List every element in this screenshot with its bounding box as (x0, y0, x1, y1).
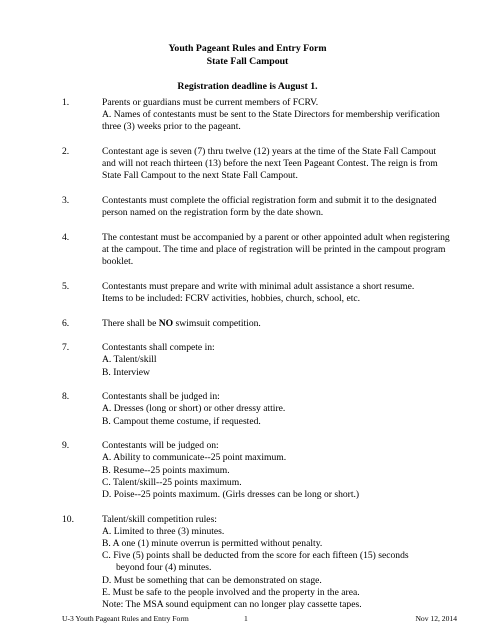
rule-text (102, 195, 452, 219)
rule-line: Contestants must prepare and write with minimal adult assistance a short resume. (102, 280, 415, 292)
rule-number: 10. (62, 513, 74, 525)
rule-item (62, 514, 452, 612)
rule-line: E. Must be safe to the people involved and the property in the area. (102, 586, 360, 598)
rule-line: beyond four (4) minutes. (116, 562, 212, 574)
rule-number: 9. (62, 440, 70, 452)
rule-line: A. Dresses (long or short) or other dressy attire. (102, 403, 286, 415)
rule-text (102, 232, 452, 269)
rule-item (62, 232, 452, 269)
rule-line: Note: The MSA sound equipment can no longer play cassette tapes. (102, 599, 362, 611)
document-header (0, 42, 495, 68)
rule-text (102, 342, 452, 379)
rule-item (62, 342, 452, 379)
rules-list (62, 97, 452, 624)
rule-line: Talent/skill competition rules: (102, 513, 217, 525)
rule-line: A. Names of contestants must be sent to the State Directors for membership verification three (3) weeks prior to the pageant. (102, 109, 440, 133)
rule-item (62, 318, 452, 330)
rule-text (102, 391, 452, 428)
rule-line: Contestant age is seven (7) thru twelve (12) years at the time of the State Fall Campout and will not reach thirteen (13) before the next Teen Pageant Contest. The reign is from State Fall Campout to the next State Fall Campout. (102, 146, 438, 182)
rule-line: Contestants shall compete in: (102, 342, 215, 354)
rule-item (62, 97, 452, 134)
footer-document-name: U-3 Youth Pageant Rules and Entry Form (62, 614, 189, 623)
rule-line: A. Limited to three (3) minutes. (102, 525, 225, 537)
rule-line: B. Resume--25 points maximum. (102, 464, 230, 476)
document-title: Youth Pageant Rules and Entry Form (168, 43, 327, 54)
rule-text (102, 97, 452, 134)
rule-number: 4. (62, 231, 70, 243)
rule-number: 6. (62, 317, 70, 329)
rule-line: A. Ability to communicate--25 point maximum. (102, 452, 287, 464)
rule-number: 7. (62, 342, 70, 354)
rule-line: B. Interview (102, 366, 150, 378)
rule-line: C. Five (5) points shall be deducted from the score for each fifteen (15) seconds (102, 550, 409, 562)
rule-emphasis: NO (158, 317, 174, 329)
rule-line: D. Poise--25 points maximum. (Girls dresses can be long or short.) (102, 489, 360, 500)
rule-number: 3. (62, 195, 70, 206)
rule-text-segment: There shall be (102, 317, 159, 329)
rule-number: 8. (62, 391, 70, 403)
rule-line: A. Talent/skill (102, 354, 157, 366)
footer-page-number: 1 (244, 614, 248, 623)
rule-item (62, 391, 452, 428)
registration-deadline: Registration deadline is August 1. (177, 81, 318, 92)
rule-line: Items to be included: FCRV activities, hobbies, church, school, etc. (102, 293, 361, 304)
rule-number: 5. (62, 280, 70, 292)
rule-item (62, 440, 452, 501)
rule-line: The contestant must be accompanied by a parent or other appointed adult when registering at the campout. The time and place of registration will be printed in the campout program booklet. (102, 231, 450, 268)
rule-item (62, 146, 452, 183)
rule-line: Contestants will be judged on: (102, 440, 219, 452)
rule-item (62, 195, 452, 219)
document-subtitle: State Fall Campout (206, 56, 289, 67)
rule-text (102, 440, 452, 501)
rule-line: B. A one (1) minute overrun is permitted without penalty. (102, 538, 323, 549)
rule-text (102, 146, 452, 183)
rule-text (102, 318, 452, 330)
rule-text-segment: swimsuit competition. (173, 317, 261, 329)
footer-date: Nov 12, 2014 (415, 614, 457, 623)
rule-line: D. Must be something that can be demonstrated on stage. (102, 574, 322, 586)
rule-line: C. Talent/skill--25 points maximum. (102, 476, 242, 488)
rule-line: Contestants must complete the official registration form and submit it to the designated person named on the registration form by the date shown. (102, 195, 437, 219)
rule-line: B. Campout theme costume, if requested. (102, 415, 261, 427)
rule-text (102, 281, 452, 305)
rule-item (62, 281, 452, 305)
rule-number: 2. (62, 146, 70, 157)
rule-line: Parents or guardians must be current members of FCRV. (102, 97, 319, 108)
rule-text (102, 514, 452, 612)
rule-number: 1. (62, 97, 70, 108)
rule-line: Contestants shall be judged in: (102, 391, 220, 403)
rule-line (102, 318, 452, 330)
